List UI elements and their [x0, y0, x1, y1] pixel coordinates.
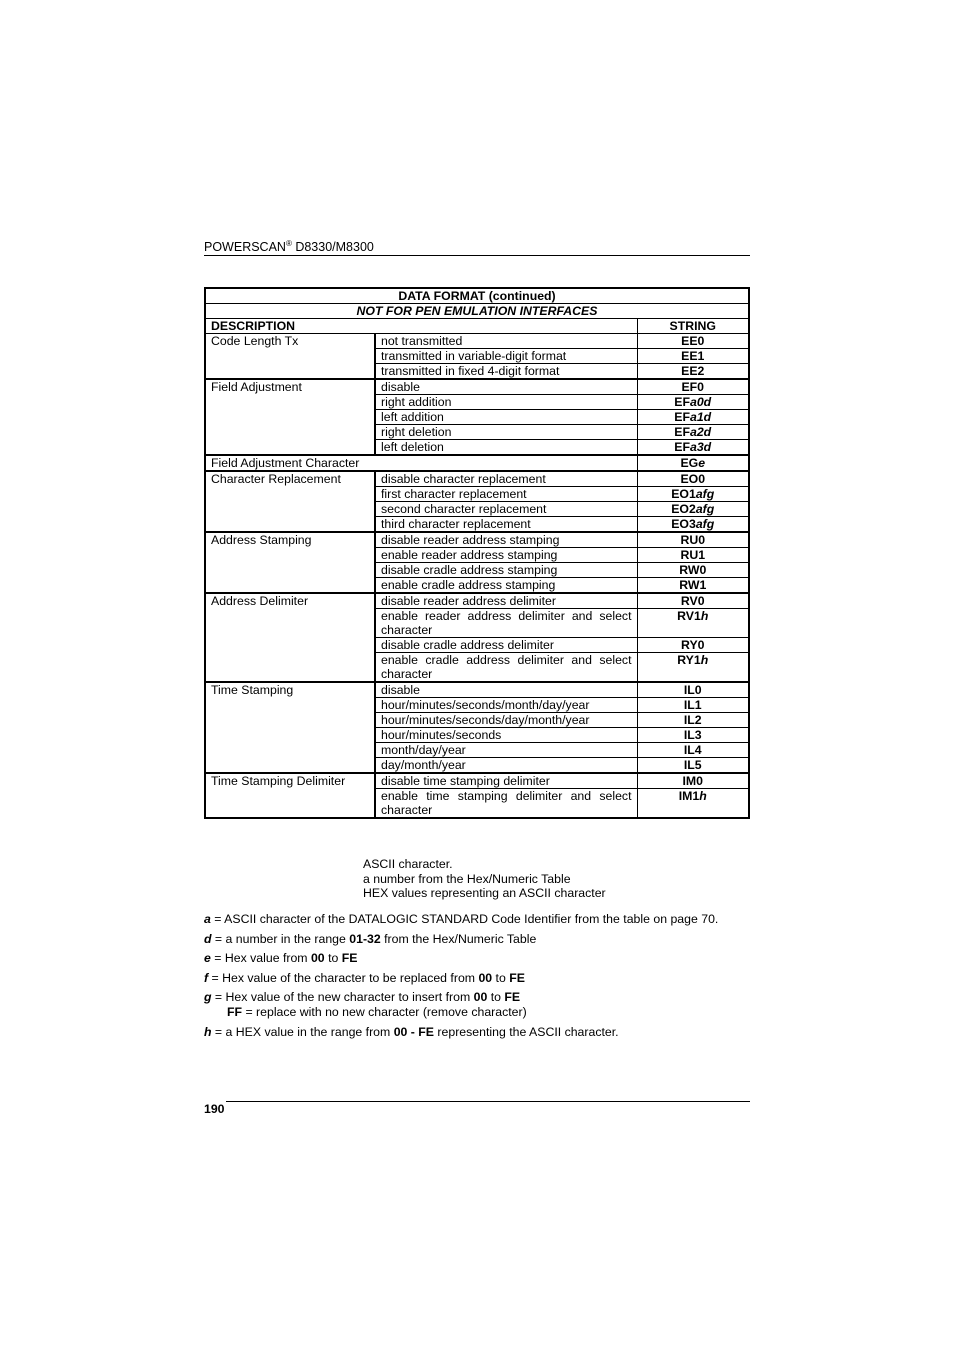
group-description: Character Replacement	[205, 471, 375, 532]
option-label: disable cradle address delimiter	[375, 638, 637, 653]
command-string	[637, 517, 749, 533]
command-variable: a2d	[690, 425, 712, 439]
command-string	[637, 593, 749, 609]
legend-text: HEX values representing an ASCII character	[363, 886, 606, 900]
note-symbol: a	[204, 912, 211, 926]
option-label: disable reader address stamping	[375, 532, 637, 548]
command-string	[637, 743, 749, 758]
command-code: RY0	[681, 638, 705, 652]
legend-text: a number from the Hex/Numeric Table	[363, 871, 571, 886]
command-variable: e	[698, 456, 706, 470]
command-code: IL0	[683, 683, 702, 697]
option-label: third character replacement	[375, 517, 637, 533]
option-label: disable	[375, 682, 637, 698]
header-model: D8330/M8300	[291, 240, 374, 254]
note-symbol: e	[204, 951, 211, 966]
command-string	[637, 638, 749, 653]
option-label: left deletion	[375, 440, 637, 456]
group-description: Address Stamping	[205, 532, 375, 593]
note-text: to	[324, 951, 342, 966]
option-label: second character replacement	[375, 502, 637, 517]
option-label: transmitted in fixed 4-digit format	[375, 364, 637, 380]
command-string	[637, 379, 749, 395]
note-text: 00	[478, 970, 493, 985]
option-label: enable cradle address delimiter and select character	[375, 653, 637, 683]
command-string	[637, 455, 749, 471]
note-item	[204, 912, 750, 927]
option-label: enable cradle address stamping	[375, 578, 637, 594]
note-item	[204, 990, 750, 1020]
option-label: first character replacement	[375, 487, 637, 502]
note-text: = replace with no new character (remove character)	[242, 1005, 527, 1020]
page-number: 190	[204, 1102, 225, 1116]
command-string	[637, 440, 749, 456]
option-label: not transmitted	[375, 334, 637, 349]
option-label: hour/minutes/seconds/month/day/year	[375, 698, 637, 713]
note-item	[204, 1025, 750, 1040]
command-variable: afg	[695, 502, 715, 516]
header-brand: POWERSCAN	[204, 240, 286, 254]
table-row	[205, 532, 749, 548]
command-code: IL3	[683, 728, 702, 742]
option-label: transmitted in variable-digit format	[375, 349, 637, 364]
command-code: EE2	[681, 364, 705, 378]
note-text: from the Hex/Numeric Table	[380, 931, 537, 946]
command-string	[637, 609, 749, 638]
command-string	[637, 548, 749, 563]
command-variable: a1d	[690, 410, 712, 424]
option-label: month/day/year	[375, 743, 637, 758]
note-text: FE	[341, 951, 358, 966]
command-string	[637, 653, 749, 683]
note-text: 00	[473, 990, 488, 1005]
table-row	[205, 773, 749, 789]
command-string	[637, 773, 749, 789]
command-code: EF0	[681, 380, 705, 394]
command-string	[637, 425, 749, 440]
command-code: EO1	[671, 487, 696, 501]
command-code: RY1	[677, 653, 701, 667]
command-code: EF	[674, 440, 690, 454]
note-text: FE	[504, 990, 521, 1005]
running-header	[204, 239, 750, 256]
command-variable: a3d	[690, 440, 712, 454]
note-item	[204, 932, 750, 947]
note-text: 00 - FE	[393, 1024, 435, 1039]
note-symbol: h	[204, 1024, 212, 1039]
command-code: IL2	[683, 713, 702, 727]
command-string	[637, 682, 749, 698]
note-continuation	[204, 1005, 750, 1020]
group-description: Field Adjustment Character	[205, 455, 637, 471]
option-label: disable time stamping delimiter	[375, 773, 637, 789]
note-item	[204, 971, 750, 986]
note-text: = Hex value of the new character to insert from	[211, 990, 474, 1005]
command-code: RW1	[679, 578, 707, 592]
option-label: right deletion	[375, 425, 637, 440]
command-string	[637, 758, 749, 774]
note-symbol: d	[204, 931, 212, 946]
table-row	[205, 379, 749, 395]
command-code: EF	[674, 425, 690, 439]
command-string	[637, 532, 749, 548]
group-description: Code Length Tx	[205, 334, 375, 380]
note-text: to	[487, 990, 505, 1005]
note-symbol: g	[204, 990, 212, 1005]
note-text: = ASCII character of the DATALOGIC STANDARD Code Identifier from the table on page 70.	[210, 912, 719, 926]
group-description: Field Adjustment	[205, 379, 375, 455]
variable-notes	[204, 912, 750, 1045]
command-code: IL5	[683, 758, 702, 772]
command-code: RU1	[680, 548, 706, 562]
command-code: EE1	[681, 349, 705, 363]
option-label: hour/minutes/seconds	[375, 728, 637, 743]
option-label: disable reader address delimiter	[375, 593, 637, 609]
command-variable: h	[700, 609, 709, 623]
note-symbol: f	[204, 970, 209, 985]
table-row	[205, 682, 749, 698]
note-text: FF	[227, 1005, 243, 1020]
option-label: disable character replacement	[375, 471, 637, 487]
registered-mark: ®	[285, 239, 292, 248]
command-variable: afg	[695, 487, 715, 501]
command-string	[637, 471, 749, 487]
column-header-description: DESCRIPTION	[205, 319, 637, 334]
note-text: 01-32	[349, 931, 381, 946]
command-string	[637, 487, 749, 502]
command-variable: h	[700, 653, 709, 667]
command-code: EE0	[681, 334, 705, 348]
option-label: left addition	[375, 410, 637, 425]
table-subtitle: NOT FOR PEN EMULATION INTERFACES	[205, 304, 749, 319]
group-description: Time Stamping	[205, 682, 375, 773]
command-code: EF	[674, 410, 690, 424]
command-string	[637, 563, 749, 578]
group-description: Address Delimiter	[205, 593, 375, 682]
command-string	[637, 789, 749, 819]
command-variable: h	[699, 789, 707, 803]
command-code: EO3	[671, 517, 696, 531]
option-label: enable time stamping delimiter and select character	[375, 789, 637, 819]
command-code: IM0	[682, 774, 703, 788]
command-string	[637, 728, 749, 743]
command-code: RU0	[680, 533, 706, 547]
command-string	[637, 364, 749, 380]
option-label: enable reader address delimiter and select character	[375, 609, 637, 638]
command-code: EG	[680, 456, 699, 470]
column-header-string: STRING	[637, 319, 749, 334]
command-code: EF	[674, 395, 690, 409]
table-row	[205, 334, 749, 349]
note-text: = Hex value from	[210, 951, 311, 966]
command-string	[637, 334, 749, 349]
group-description: Time Stamping Delimiter	[205, 773, 375, 818]
legend-text: ASCII character.	[363, 857, 453, 871]
table-title: DATA FORMAT (continued)	[205, 288, 749, 304]
option-label: right addition	[375, 395, 637, 410]
command-string	[637, 698, 749, 713]
command-string	[637, 349, 749, 364]
command-code: RV0	[680, 594, 705, 608]
command-string	[637, 578, 749, 594]
command-variable: afg	[695, 517, 715, 531]
option-label: disable	[375, 379, 637, 395]
command-string	[637, 395, 749, 410]
command-code: IL4	[683, 743, 702, 757]
note-item	[204, 951, 750, 966]
option-label: day/month/year	[375, 758, 637, 774]
note-text: FE	[509, 970, 525, 985]
command-string	[637, 410, 749, 425]
note-text: 00	[310, 951, 325, 966]
command-string	[637, 713, 749, 728]
command-code: RV1	[677, 609, 701, 623]
option-label: hour/minutes/seconds/day/month/year	[375, 713, 637, 728]
command-code: EO2	[671, 502, 696, 516]
data-format-table	[204, 287, 750, 819]
table-row	[205, 455, 749, 471]
note-text: to	[492, 970, 510, 985]
table-row	[205, 593, 749, 609]
command-code: IL1	[683, 698, 702, 712]
option-label: enable reader address stamping	[375, 548, 637, 563]
command-string	[637, 502, 749, 517]
command-code: EO0	[680, 472, 706, 486]
note-text: = a HEX value in the range from	[211, 1024, 394, 1039]
note-text: representing the ASCII character.	[434, 1024, 619, 1039]
command-code: RW0	[679, 563, 707, 577]
footer-rule	[226, 1101, 750, 1102]
table-row	[205, 471, 749, 487]
note-text: = a number in the range	[211, 931, 350, 946]
note-text: = Hex value of the character to be replaced from	[208, 970, 479, 985]
command-code: IM1	[678, 789, 700, 803]
command-variable: a0d	[690, 395, 712, 409]
option-label: disable cradle address stamping	[375, 563, 637, 578]
